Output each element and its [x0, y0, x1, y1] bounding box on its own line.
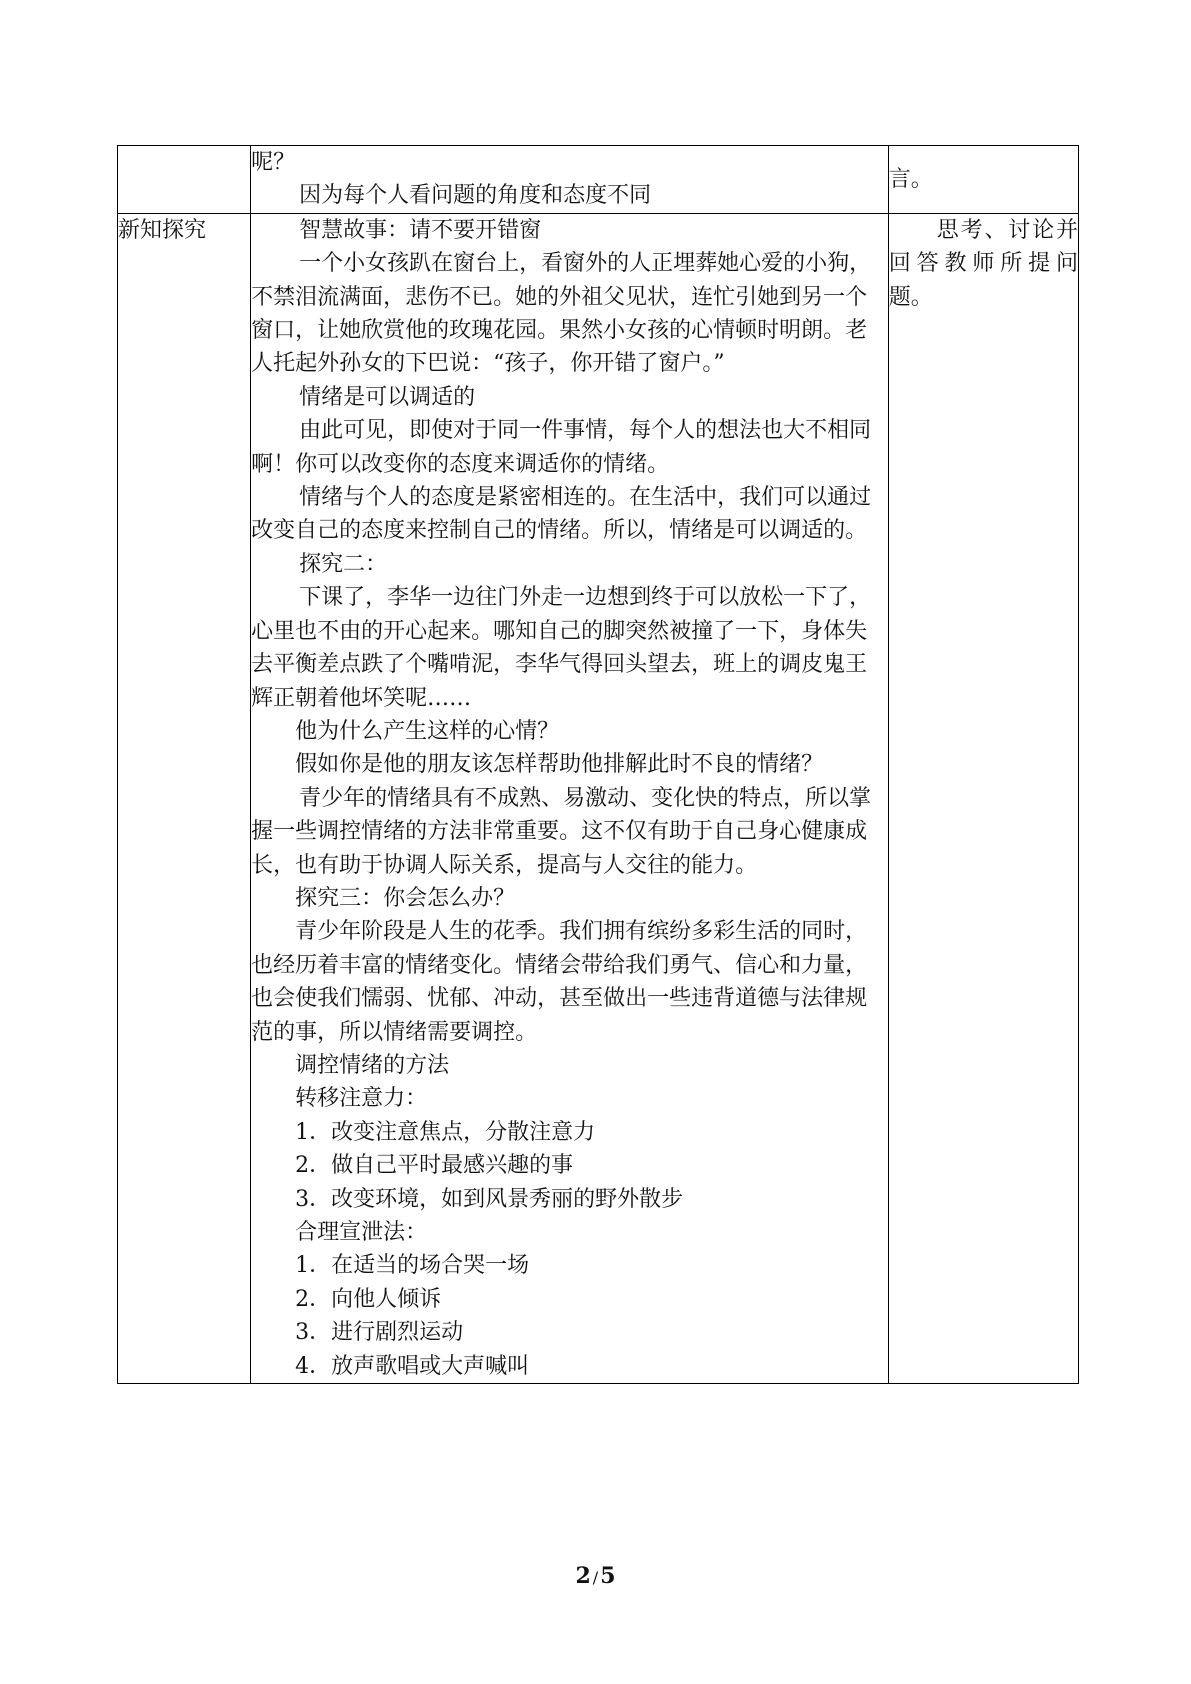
content-paragraph: 青少年阶段是人生的花季。我们拥有缤纷多彩生活的同时，也经历着丰富的情绪变化。情绪会带给我们勇气、信心和力量，也会使我们懦弱、忧郁、冲动，甚至做出一些违背道德与法律规范的事，所以情绪需要调控。 [251, 919, 868, 1045]
content-cell [251, 213, 889, 1383]
content-paragraph: 情绪与个人的态度是紧密相连的。在生活中，我们可以通过改变自己的态度来控制自己的情绪。所以，情绪是可以调适的。 [251, 485, 872, 544]
list-item: 4．放声歌唱或大声喊叫 [295, 1353, 530, 1379]
stage-cell [118, 213, 251, 1383]
list-item: 3．改变环境，如到风景秀丽的野外散步 [295, 1186, 684, 1212]
content-paragraph: 假如你是他的朋友该怎样帮助他排解此时不良的情绪？ [295, 752, 824, 778]
content-paragraph: 探究二： [299, 551, 388, 577]
content-paragraph: 合理宣泄法： [295, 1220, 428, 1245]
activity-text: 言。 [888, 166, 933, 192]
content-paragraph: 他为什么产生这样的心情？ [295, 718, 560, 744]
page-current: 2 [575, 1563, 591, 1589]
page-number [0, 1563, 1191, 1589]
content-paragraph: 调控情绪的方法 [295, 1052, 450, 1078]
content-paragraph: 青少年的情绪具有不成熟、易激动、变化快的特点，所以掌握一些调控情绪的方法非常重要。这不仅有助于自己身心健康成长，也有助于协调人际关系，提高与人交往的能力。 [251, 785, 872, 878]
list-item: 2．向他人倾诉 [295, 1286, 442, 1312]
content-line: 呢？ [251, 150, 296, 175]
list-item: 3．进行剧烈运动 [295, 1320, 464, 1346]
activity-text: 思考、讨论并回答教师所提问题。 [888, 217, 1078, 310]
stage-label: 新知探究 [118, 217, 207, 243]
list-item: 1．改变注意焦点，分散注意力 [295, 1119, 596, 1145]
content-paragraph: 情绪是可以调适的 [299, 384, 476, 410]
page-total: 5 [600, 1563, 616, 1589]
content-line: 因为每个人看问题的角度和态度不同 [299, 183, 652, 209]
activity-cell [888, 213, 1078, 1383]
list-item: 1．在适当的场合哭一场 [295, 1253, 530, 1279]
content-paragraph: 智慧故事：请不要开错窗 [299, 217, 542, 243]
content-paragraph: 下课了，李华一边往门外走一边想到终于可以放松一下了，心里也不由的开心起来。哪知自己的脚突然被撞了一下，身体失去平衡差点跌了个嘴啃泥，李华气得回头望去，班上的调皮鬼王辉正朝着他坏笑呢…… [251, 585, 872, 711]
table-row [118, 146, 1079, 214]
content-paragraph: 由此可见，即使对于同一件事情，每个人的想法也大不相同啊！你可以改变你的态度来调适你的情绪。 [251, 418, 872, 477]
content-paragraph: 转移注意力： [295, 1086, 428, 1112]
stage-cell [118, 146, 251, 214]
page-separator: / [592, 1568, 599, 1587]
content-paragraph: 探究三：你会怎么办？ [295, 885, 516, 911]
content-paragraph: 一个小女孩趴在窗台上，看窗外的人正埋葬她心爱的小狗，不禁泪流满面，悲伤不已。她的外祖父见状，连忙引她到另一个窗口，让她欣赏他的玫瑰花园。果然小女孩的心情顿时明朗。老人托起外孙女的下巴说：“孩子，你开错了窗户。” [251, 251, 872, 377]
activity-cell [888, 146, 1078, 214]
lesson-plan-table [117, 145, 1079, 1384]
content-cell [251, 146, 889, 214]
list-item: 2．做自己平时最感兴趣的事 [295, 1153, 574, 1179]
table-row [118, 213, 1079, 1383]
